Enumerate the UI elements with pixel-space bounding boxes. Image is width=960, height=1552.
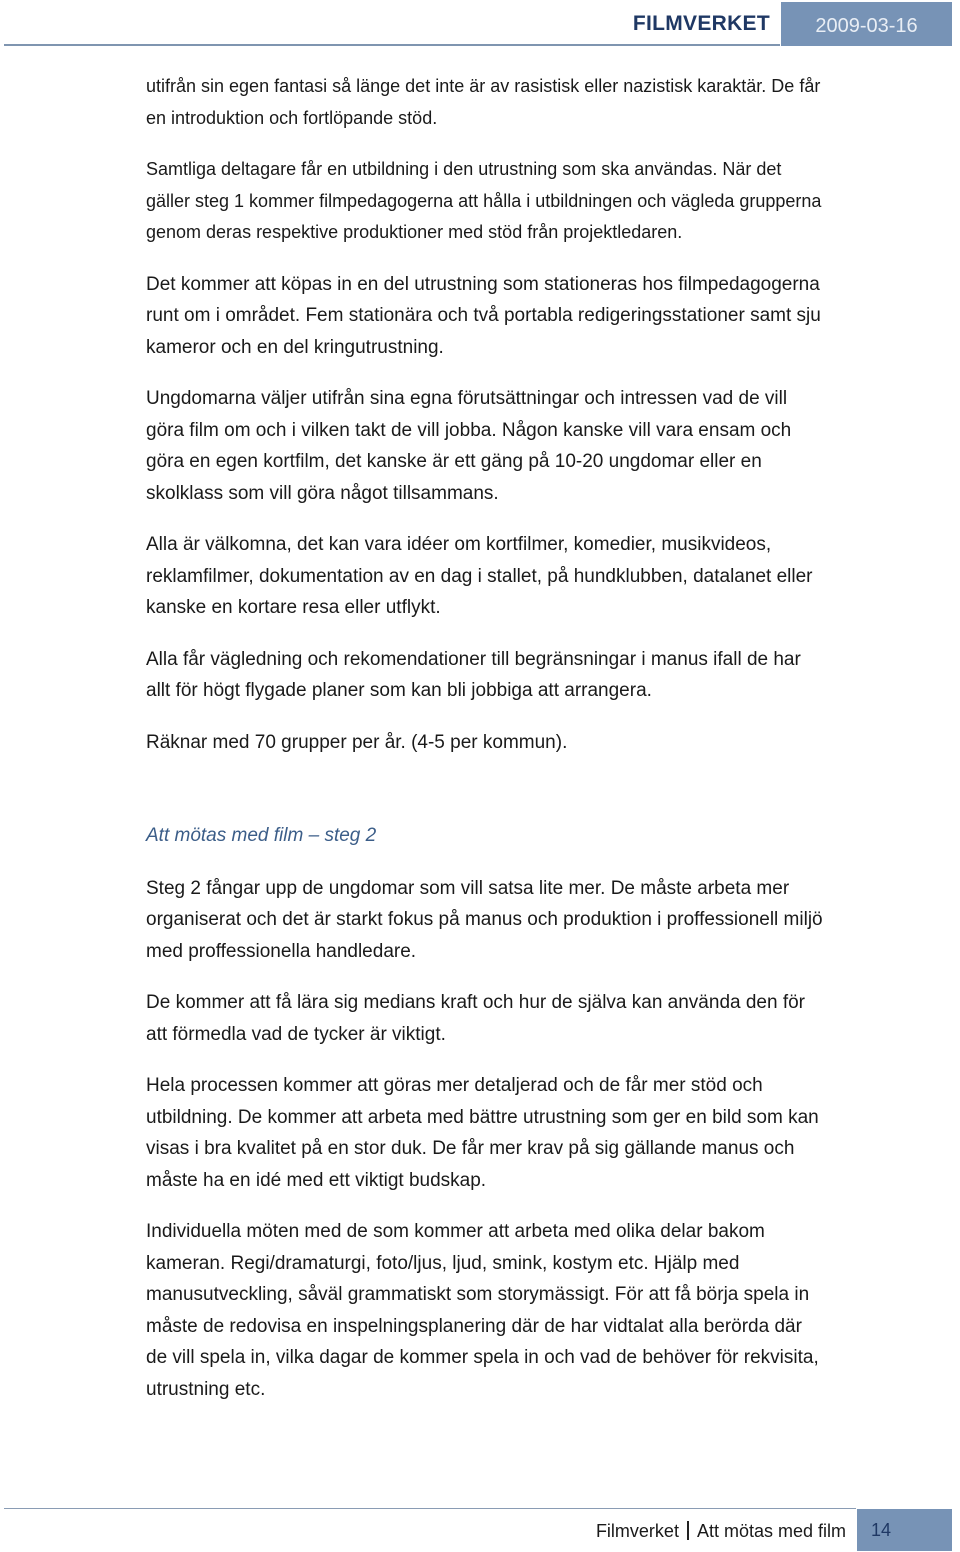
footer-separator	[687, 1521, 689, 1540]
paragraph: Alla får vägledning och rekomendationer till begränsningar i manus ifall de har allt för högt flygade planer som kan bli jobbiga att arrangera.	[146, 648, 801, 701]
paragraph: Det kommer att köpas in en del utrustning som stationeras hos filmpedagogerna runt om i området. Fem stationära och två portabla redigeringsstationer samt sju kameror och en del kringutrustning.	[146, 273, 821, 358]
paragraph: Räknar med 70 grupper per år. (4-5 per kommun).	[146, 731, 568, 753]
paragraph: Steg 2 fångar upp de ungdomar som vill satsa lite mer. De måste arbeta mer organiserat och det är starkt fokus på manus och produktion i proffessionell miljö med proffessionella handledare.	[146, 877, 823, 962]
footer-doc-title: Att mötas med film	[696, 1521, 846, 1541]
paragraph: Ungdomarna väljer utifrån sina egna förutsättningar och intressen vad de vill göra film om och i vilken takt de vill jobba. Någon kanske vill vara ensam och göra en egen kortfilm, det kanske är ett gäng på 10-20 ungdomar eller en skolklass som vill göra något tillsammans.	[146, 388, 792, 504]
document-body	[146, 71, 826, 1425]
header-rule	[4, 44, 780, 46]
header-date: 2009-03-16	[781, 2, 952, 46]
paragraph: Samtliga deltagare får en utbildning i den utrustning som ska användas. När det gäller steg 1 kommer filmpedagogerna att hålla i utbildningen och vägleda grupperna genom deras respektive produktioner med stöd från projektledaren.	[146, 159, 822, 242]
paragraph: Alla är välkomna, det kan vara idéer om kortfilmer, komedier, musikvideos, reklamfilmer, dokumentation av en dag i stallet, på hundklubben, datalanet eller kanske en kortare resa eller utflykt.	[146, 534, 813, 618]
page-header	[0, 0, 960, 48]
page-number: 14	[857, 1509, 952, 1551]
paragraph: utifrån sin egen fantasi så länge det inte är av rasistisk eller nazistisk karaktär. De får en introduktion och fortlöpande stöd.	[146, 76, 821, 128]
section-heading: Att mötas med film – steg 2	[146, 825, 377, 846]
footer-org: Filmverket	[595, 1521, 679, 1541]
header-title: FILMVERKET	[632, 12, 770, 35]
paragraph: Individuella möten med de som kommer att arbeta med olika delar bakom kameran. Regi/dramaturgi, foto/ljus, ljud, smink, kostym etc. Hjälp med manusutveckling, såväl grammatiskt som storymässigt. För att få börja spela in måste de redovisa en inspelningsplanering där de har vidtalat alla berörda där de vill spela in, vilka dagar de kommer spela in och vad de behöver för rekvisita, utrustning etc.	[146, 1221, 819, 1400]
footer-rule	[4, 1508, 856, 1509]
page-footer	[596, 1518, 846, 1544]
paragraph: Hela processen kommer att göras mer detaljerad och de får mer stöd och utbildning. De kommer att arbeta med bättre utrustning som ger en bild som kan visas i bra kvalitet på en stor duk. De får mer krav på sig gällande manus och måste ha en idé med ett viktigt budskap.	[146, 1075, 819, 1191]
paragraph: De kommer att få lära sig medians kraft och hur de själva kan använda den för att förmedla vad de tycker är viktigt.	[146, 992, 806, 1045]
